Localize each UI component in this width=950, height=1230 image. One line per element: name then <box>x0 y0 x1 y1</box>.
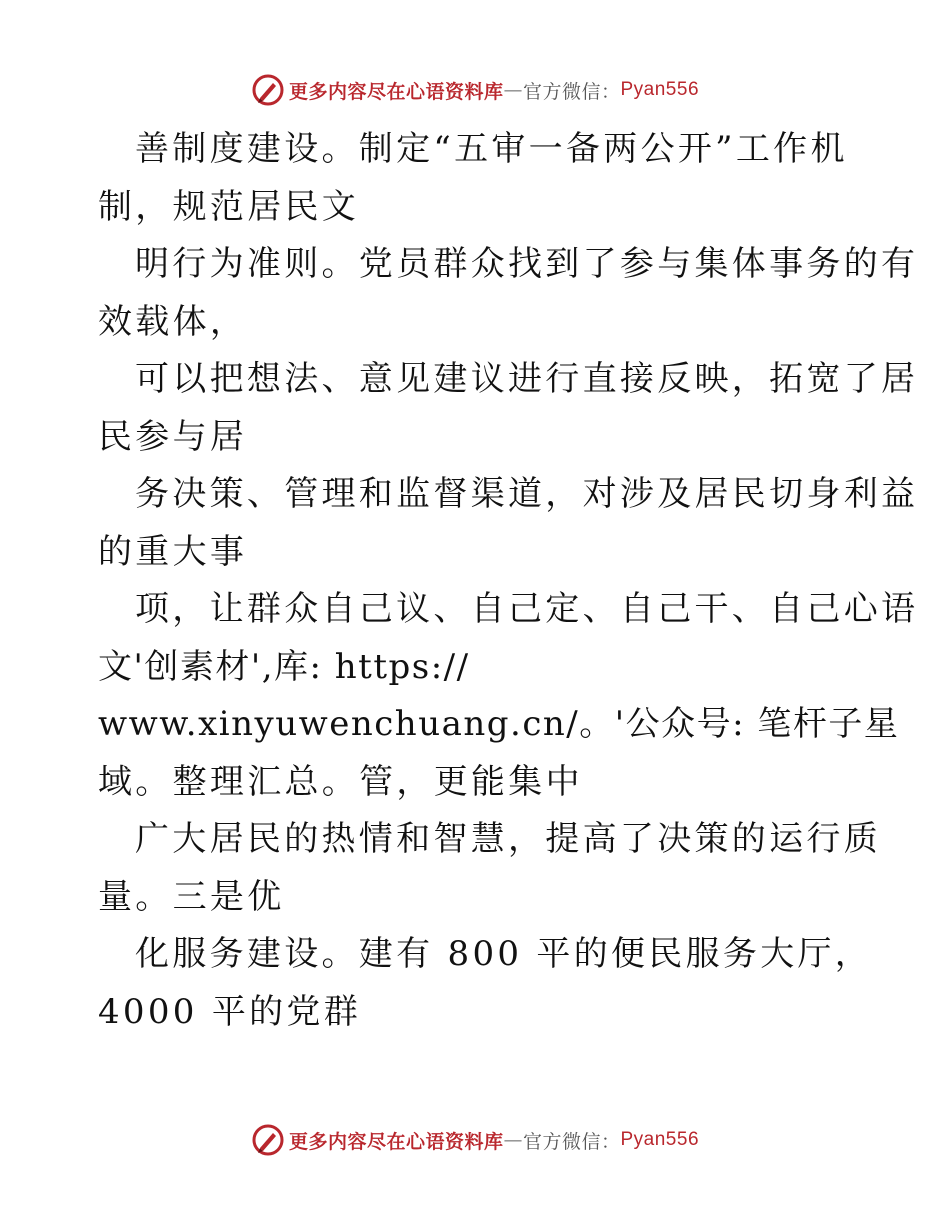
footer-banner <box>0 1120 950 1160</box>
banner-dash: — <box>503 79 523 101</box>
text-line: 善制度建设。制定“五审一备两公开”工作机 <box>135 129 848 169</box>
banner-wechat-id: Pyan556 <box>620 79 700 100</box>
text-line: 量。三是优 <box>98 876 285 917</box>
text-line: 效载体， <box>98 301 248 342</box>
text-line: 明行为准则。党员群众找到了参与集体事务的有 <box>135 244 919 284</box>
text-line: 制，规范居民文 <box>98 186 360 227</box>
banner-lead-text: 更多内容尽在心语资料库 <box>288 80 504 103</box>
text-line: 域。整理汇总。管，更能集中 <box>98 761 583 802</box>
text-line: 可以把想法、意见建议进行直接反映，拓宽了居 <box>135 359 919 399</box>
text-line: 文'创素材',库: https:// <box>98 646 470 687</box>
text-line: 广大居民的热情和智慧，提高了决策的运行质 <box>135 819 881 859</box>
pen-logo-icon <box>251 1123 285 1157</box>
document-body <box>98 121 919 1041</box>
banner-dash: — <box>503 1129 523 1151</box>
text-line: 4000 平的党群 <box>98 991 362 1032</box>
banner-lead-text: 更多内容尽在心语资料库 <box>288 1130 504 1153</box>
text-line: 民参与居 <box>98 416 248 457</box>
text-line: 项，让群众自己议、自己定、自己干、自己心语 <box>135 589 919 629</box>
banner-wechat-label: 官方微信： <box>522 80 621 103</box>
banner-wechat-id: Pyan556 <box>620 1129 700 1150</box>
text-line: www.xinyuwenchuang.cn/。'公众号: 笔杆子星 <box>98 704 900 744</box>
header-banner <box>0 70 950 110</box>
text-line: 化服务建设。建有 800 平的便民服务大厅， <box>135 934 873 974</box>
banner-wechat-label: 官方微信： <box>522 1130 621 1153</box>
text-line: 的重大事 <box>98 531 248 572</box>
pen-logo-icon <box>251 73 285 107</box>
text-line: 务决策、管理和监督渠道，对涉及居民切身利益 <box>135 474 919 514</box>
